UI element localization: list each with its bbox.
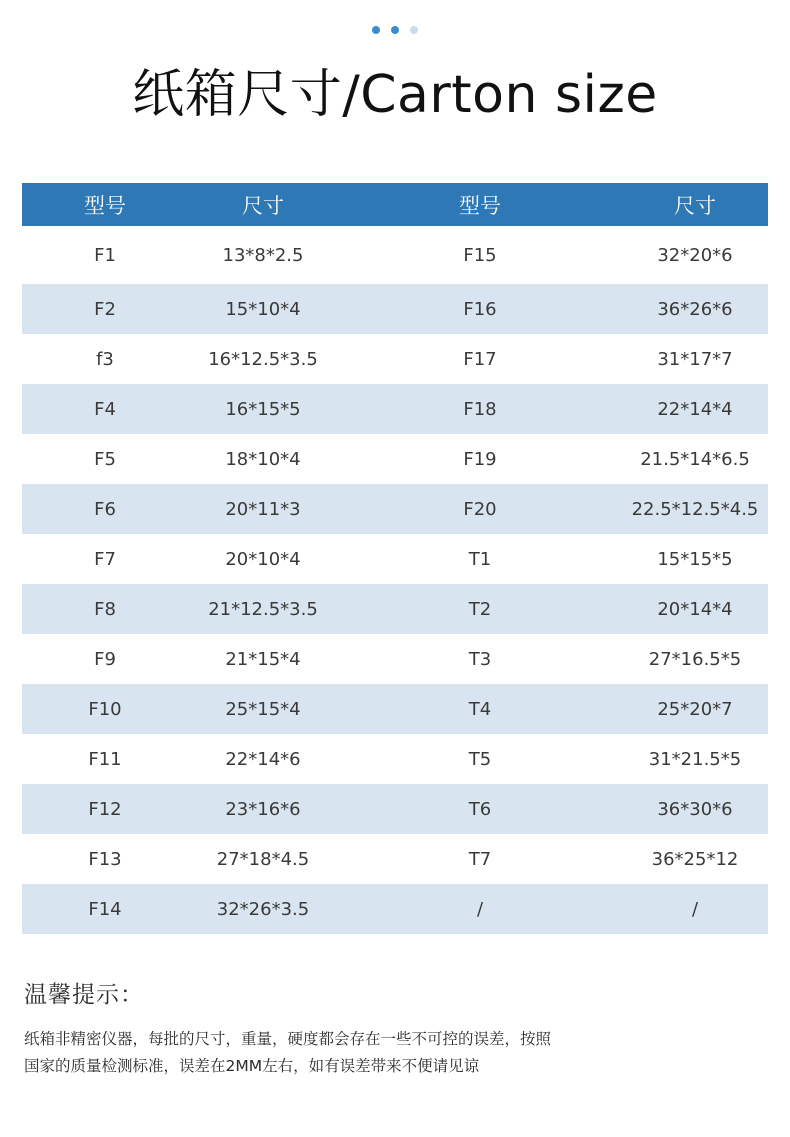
table-row <box>22 784 768 834</box>
cell-model: F9 <box>94 648 116 670</box>
cell-size: 31*21.5*5 <box>648 748 742 770</box>
cell-model: F12 <box>88 798 122 820</box>
cell-size: 16*12.5*3.5 <box>208 348 318 370</box>
cell-size: 20*14*4 <box>657 598 733 620</box>
table-body <box>22 226 768 934</box>
cell-model: / <box>476 898 484 920</box>
table-row <box>22 384 768 434</box>
cell-model: T1 <box>468 548 492 570</box>
carton-size-table <box>22 183 768 934</box>
table-row <box>22 434 768 484</box>
cell-size: 18*10*4 <box>225 448 301 470</box>
table-row <box>22 534 768 584</box>
table-row <box>22 634 768 684</box>
cell-model: F5 <box>94 448 116 470</box>
cell-model: T3 <box>468 648 492 670</box>
pagination-dots <box>0 26 790 34</box>
cell-size: 32*20*6 <box>657 244 733 266</box>
cell-size: 36*30*6 <box>657 798 733 820</box>
header-size: 尺寸 <box>242 193 284 218</box>
tips-body <box>24 1026 724 1080</box>
cell-model: F7 <box>94 548 116 570</box>
cell-size: 22*14*4 <box>657 398 733 420</box>
cell-model: T6 <box>468 798 492 820</box>
cell-size: 23*16*6 <box>225 798 301 820</box>
cell-model: f3 <box>96 348 114 370</box>
table-row <box>22 734 768 784</box>
cell-model: F13 <box>88 848 122 870</box>
cell-model: F2 <box>94 298 116 320</box>
cell-size: 15*15*5 <box>657 548 733 570</box>
cell-model: F8 <box>94 598 116 620</box>
pagination-dot <box>391 26 399 34</box>
table-row <box>22 484 768 534</box>
cell-size: 25*20*7 <box>657 698 733 720</box>
cell-model: F4 <box>94 398 116 420</box>
cell-size: 36*25*12 <box>651 848 739 870</box>
cell-size: 27*16.5*5 <box>648 648 742 670</box>
pagination-dot <box>410 26 418 34</box>
tips-line: 国家的质量检测标准，误差在2MM左右，如有误差带来不便请见谅 <box>24 1057 480 1075</box>
header-model: 型号 <box>84 193 126 218</box>
cell-model: F19 <box>463 448 497 470</box>
cell-size: 15*10*4 <box>225 298 301 320</box>
cell-model: F11 <box>88 748 122 770</box>
table-row <box>22 334 768 384</box>
table-row <box>22 834 768 884</box>
cell-model: T5 <box>468 748 492 770</box>
cell-model: F17 <box>463 348 497 370</box>
page-title: 纸箱尺寸/Carton size <box>132 65 658 125</box>
pagination-dot <box>372 26 380 34</box>
cell-model: F16 <box>463 298 497 320</box>
cell-size: 31*17*7 <box>657 348 733 370</box>
cell-size: 21*12.5*3.5 <box>208 598 318 620</box>
cell-model: F1 <box>94 244 116 266</box>
cell-model: T7 <box>468 848 492 870</box>
cell-size: 20*10*4 <box>225 548 301 570</box>
cell-size: / <box>691 898 699 920</box>
cell-size: 20*11*3 <box>225 498 301 520</box>
cell-model: F15 <box>463 244 497 266</box>
cell-size: 21.5*14*6.5 <box>640 448 750 470</box>
cell-size: 13*8*2.5 <box>222 244 304 266</box>
tips-line: 纸箱非精密仪器，每批的尺寸，重量，硬度都会存在一些不可控的误差，按照 <box>24 1030 552 1048</box>
table-row <box>22 226 768 284</box>
table-row <box>22 884 768 934</box>
table-row <box>22 284 768 334</box>
table-row <box>22 584 768 634</box>
header-size: 尺寸 <box>674 193 716 218</box>
cell-model: F20 <box>463 498 497 520</box>
tips-title: 温馨提示： <box>24 982 144 1008</box>
table-header <box>22 183 768 226</box>
cell-model: F18 <box>463 398 497 420</box>
cell-size: 36*26*6 <box>657 298 733 320</box>
cell-size: 25*15*4 <box>225 698 301 720</box>
cell-size: 22.5*12.5*4.5 <box>631 498 759 520</box>
cell-size: 27*18*4.5 <box>216 848 310 870</box>
cell-model: F10 <box>88 698 122 720</box>
cell-model: F6 <box>94 498 116 520</box>
cell-model: T4 <box>468 698 492 720</box>
cell-size: 32*26*3.5 <box>216 898 310 920</box>
table-row <box>22 684 768 734</box>
cell-model: F14 <box>88 898 122 920</box>
cell-size: 16*15*5 <box>225 398 301 420</box>
cell-model: T2 <box>468 598 492 620</box>
cell-size: 22*14*6 <box>225 748 301 770</box>
header-model: 型号 <box>459 193 501 218</box>
cell-size: 21*15*4 <box>225 648 301 670</box>
